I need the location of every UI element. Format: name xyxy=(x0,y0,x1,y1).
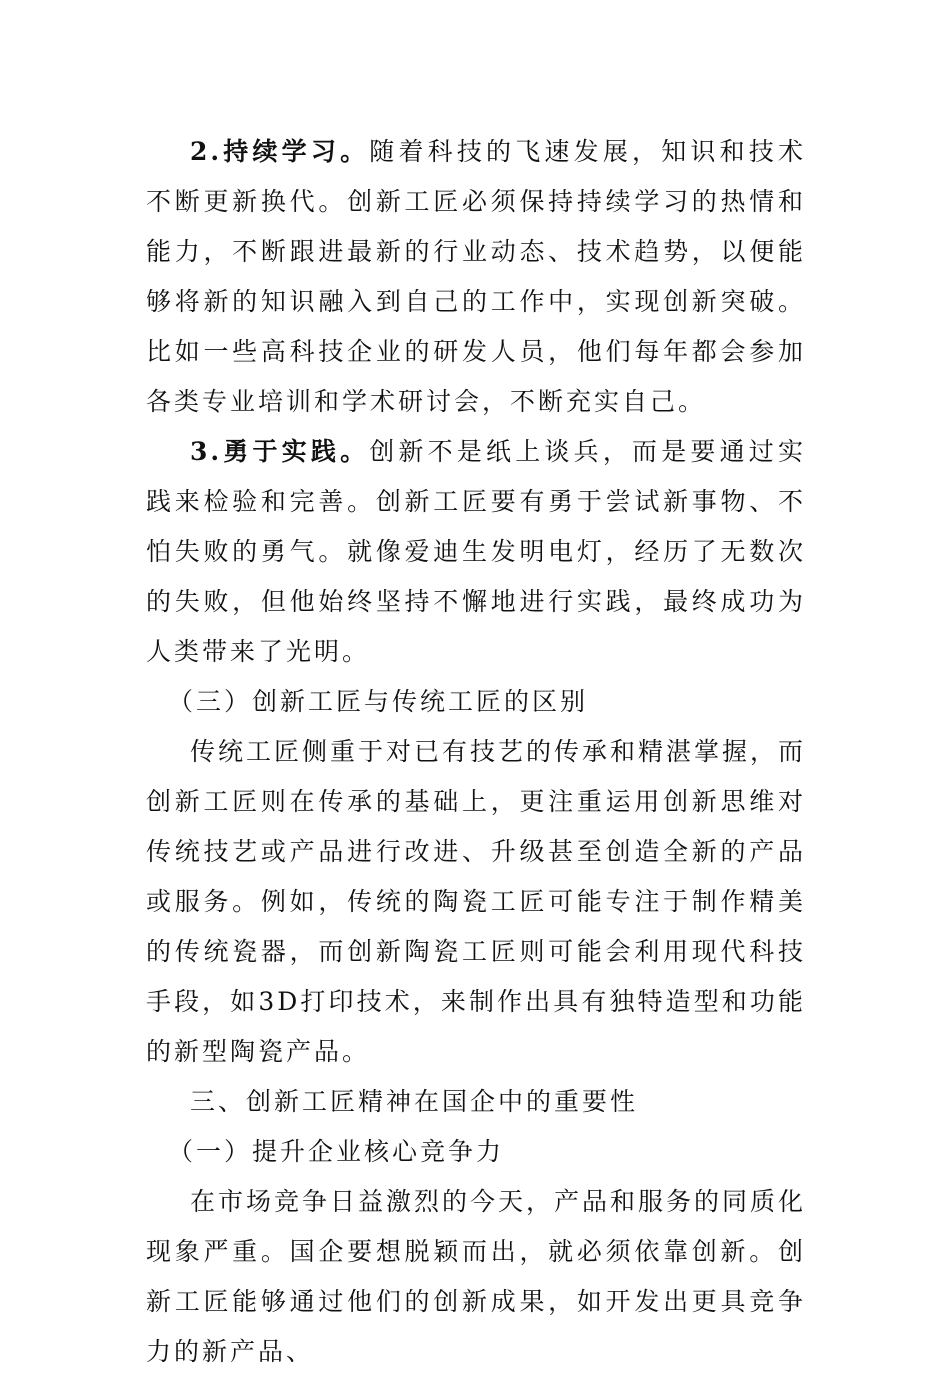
section-heading-importance: 三、创新工匠精神在国企中的重要性 xyxy=(190,1087,639,1116)
paragraph-traditional-vs-innovative: 传统工匠侧重于对已有技艺的传承和精湛掌握，而创新工匠则在传承的基础上，更注重运用创新思维对传统技艺或产品进行改进、升级甚至创造全新的产品或服务。例如，传统的陶瓷工匠可能专注于制作精美的传统瓷器，而创新陶瓷工匠则可能会利用现代科技手段，如3D打印技术，来制作出具有独特造型和功能的新型陶瓷产品。 xyxy=(146,737,807,1066)
paragraph-text: 创新不是纸上谈兵，而是要通过实践来检验和完善。创新工匠要有勇于尝试新事物、不怕失败的勇气。就像爱迪生发明电灯，经历了无数次的失败，但他始终坚持不懈地进行实践，最终成功为人类带来了光明。 xyxy=(146,437,806,666)
paragraph-lead: 3.勇于实践。 xyxy=(190,437,370,466)
section-heading-competitiveness: （一）提升企业核心竞争力 xyxy=(168,1137,505,1166)
paragraph-lead: 2.持续学习。 xyxy=(190,137,370,166)
paragraph-market-competition: 在市场竞争日益激烈的今天，产品和服务的同质化现象严重。国企要想脱颖而出，就必须依靠创新。创新工匠能够通过他们的创新成果，如开发出更具竞争力的新产品、 xyxy=(146,1187,807,1366)
paragraph-continuous-learning xyxy=(146,127,806,427)
paragraph-text: 随着科技的飞速发展，知识和技术不断更新换代。创新工匠必须保持持续学习的热情和能力，不断跟进最新的行业动态、技术趋势，以便能够将新的知识融入到自己的工作中，实现创新突破。比如一些高科技企业的研发人员，他们每年都会参加各类专业培训和学术研讨会，不断充实自己。 xyxy=(146,137,806,416)
paragraph-brave-practice xyxy=(146,427,806,677)
document-body xyxy=(146,127,806,1377)
section-heading-difference: （三）创新工匠与传统工匠的区别 xyxy=(168,687,589,716)
